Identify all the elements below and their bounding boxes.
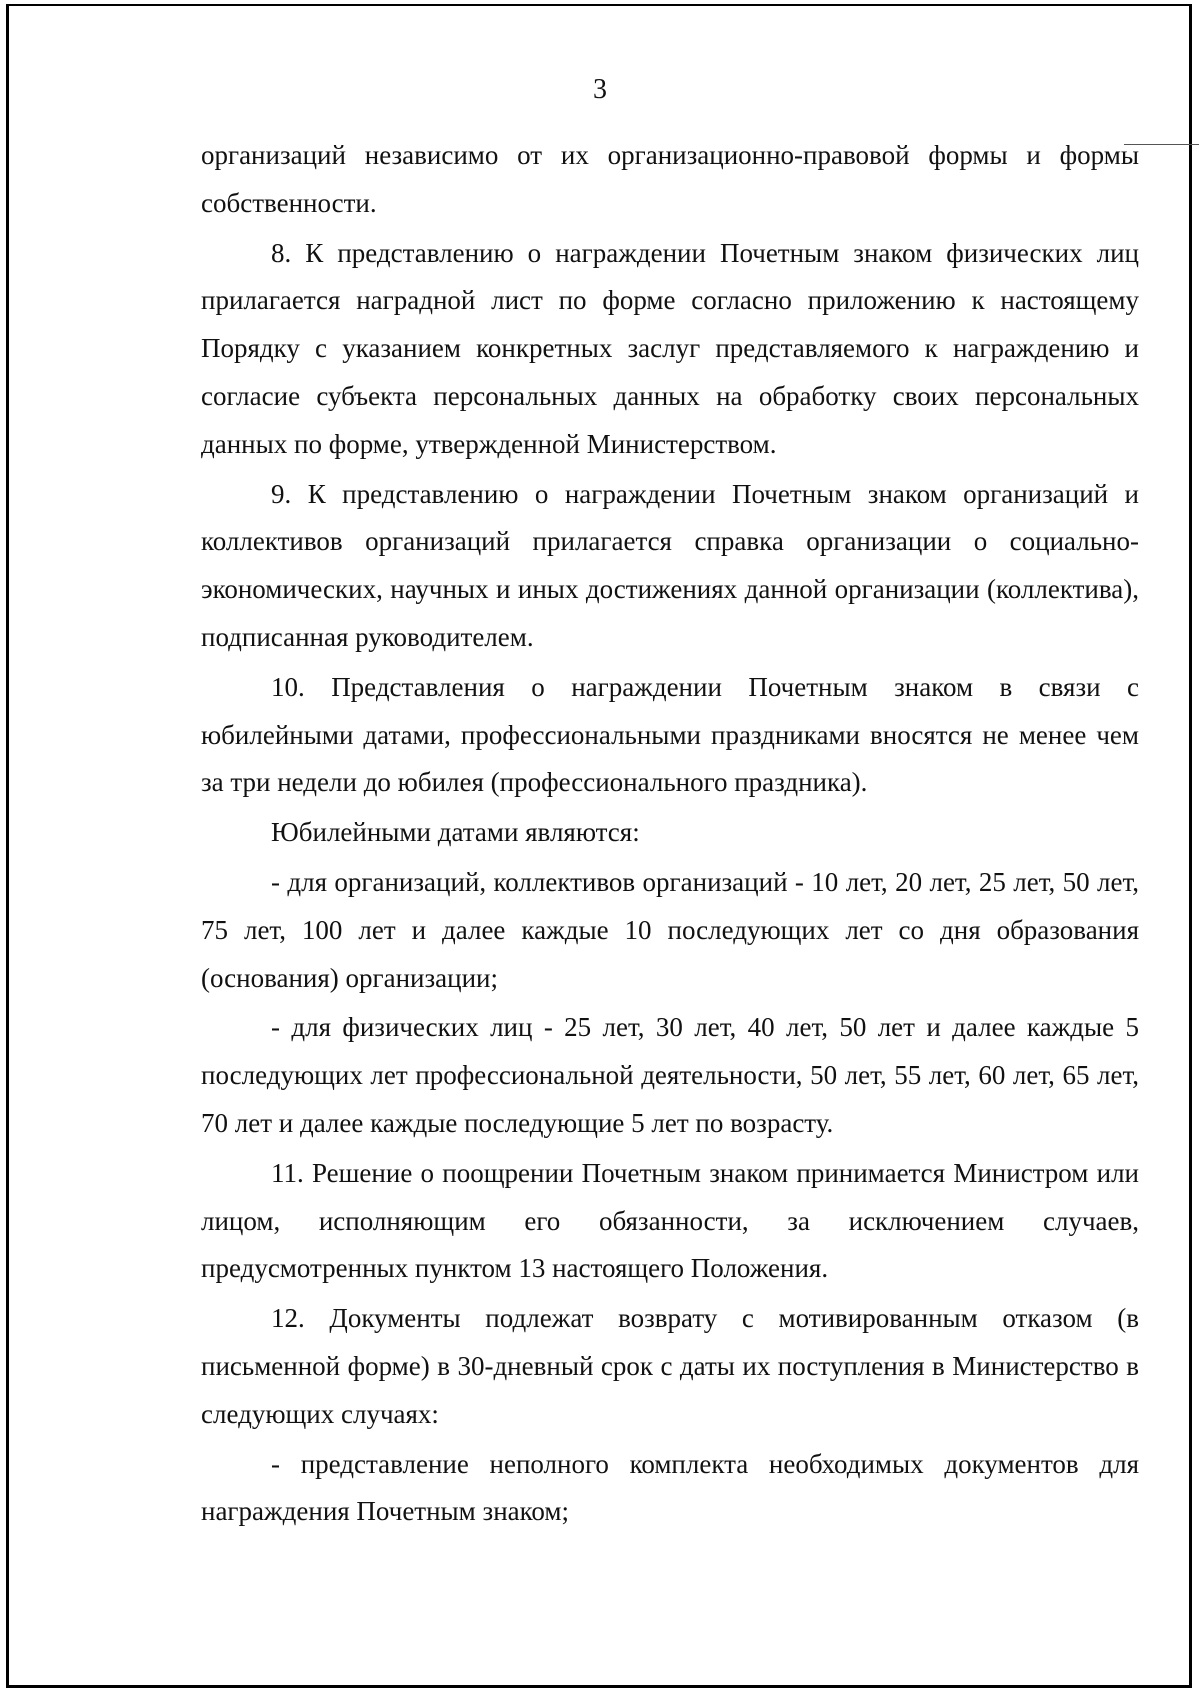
paragraph-item-11: 11. Решение о поощрении Почетным знаком принимается Министром или лицом, исполняющим его обязанности, за исключением случаев, предусмотренных пунктом 13 настоящего Положения. (201, 1157, 1139, 1284)
paragraph-item-9: 9. К представлению о награждении Почетным знаком организаций и коллективов организаций прилагается справка организации о социально-экономических, научных и иных достижениях данной организации (коллектива), подписанная руководителем. (201, 478, 1139, 652)
paragraph-item-12-case-1: - представление неполного комплекта необходимых документов для награждения Почетным знаком; (201, 1448, 1139, 1527)
paragraph-jubilee-individuals: - для физических лиц - 25 лет, 30 лет, 40 лет, 50 лет и далее каждые 5 последующих лет профессиональной деятельности, 50 лет, 55 лет, 60 лет, 65 лет, 70 лет и далее каждые последующие 5 лет по возрасту. (201, 1012, 1139, 1138)
document-body (201, 132, 1139, 1536)
page-number: 3 (593, 74, 607, 105)
paragraph-jubilee-organizations: - для организаций, коллективов организаций - 10 лет, 20 лет, 25 лет, 50 лет, 75 лет, 100 лет и далее каждые 10 последующих лет со дня образования (основания) организации; (201, 866, 1139, 993)
paragraph-item-10: 10. Представления о награждении Почетным знаком в связи с юбилейными датами, профессиональными праздниками вносятся не менее чем за три недели до юбилея (профессионального праздника). (201, 671, 1139, 798)
paragraph-jubilee-heading: Юбилейными датами являются: (271, 817, 640, 848)
paragraph-item-12: 12. Документы подлежат возврату с мотивированным отказом (в письменной форме) в 30-дневный срок с даты их поступления в Министерство в следующих случаях: (201, 1303, 1139, 1429)
paragraph-item-8: 8. К представлению о награждении Почетным знаком физических лиц прилагается наградной лист по форме согласно приложению к настоящему Порядку с указанием конкретных заслуг представляемого к награждению и согласие субъекта персональных данных на обработку своих персональных данных по форме, утвержденной Министерством. (201, 237, 1139, 459)
paragraph-continuation: организаций независимо от их организационно-правовой формы и формы собственности. (201, 140, 1139, 218)
